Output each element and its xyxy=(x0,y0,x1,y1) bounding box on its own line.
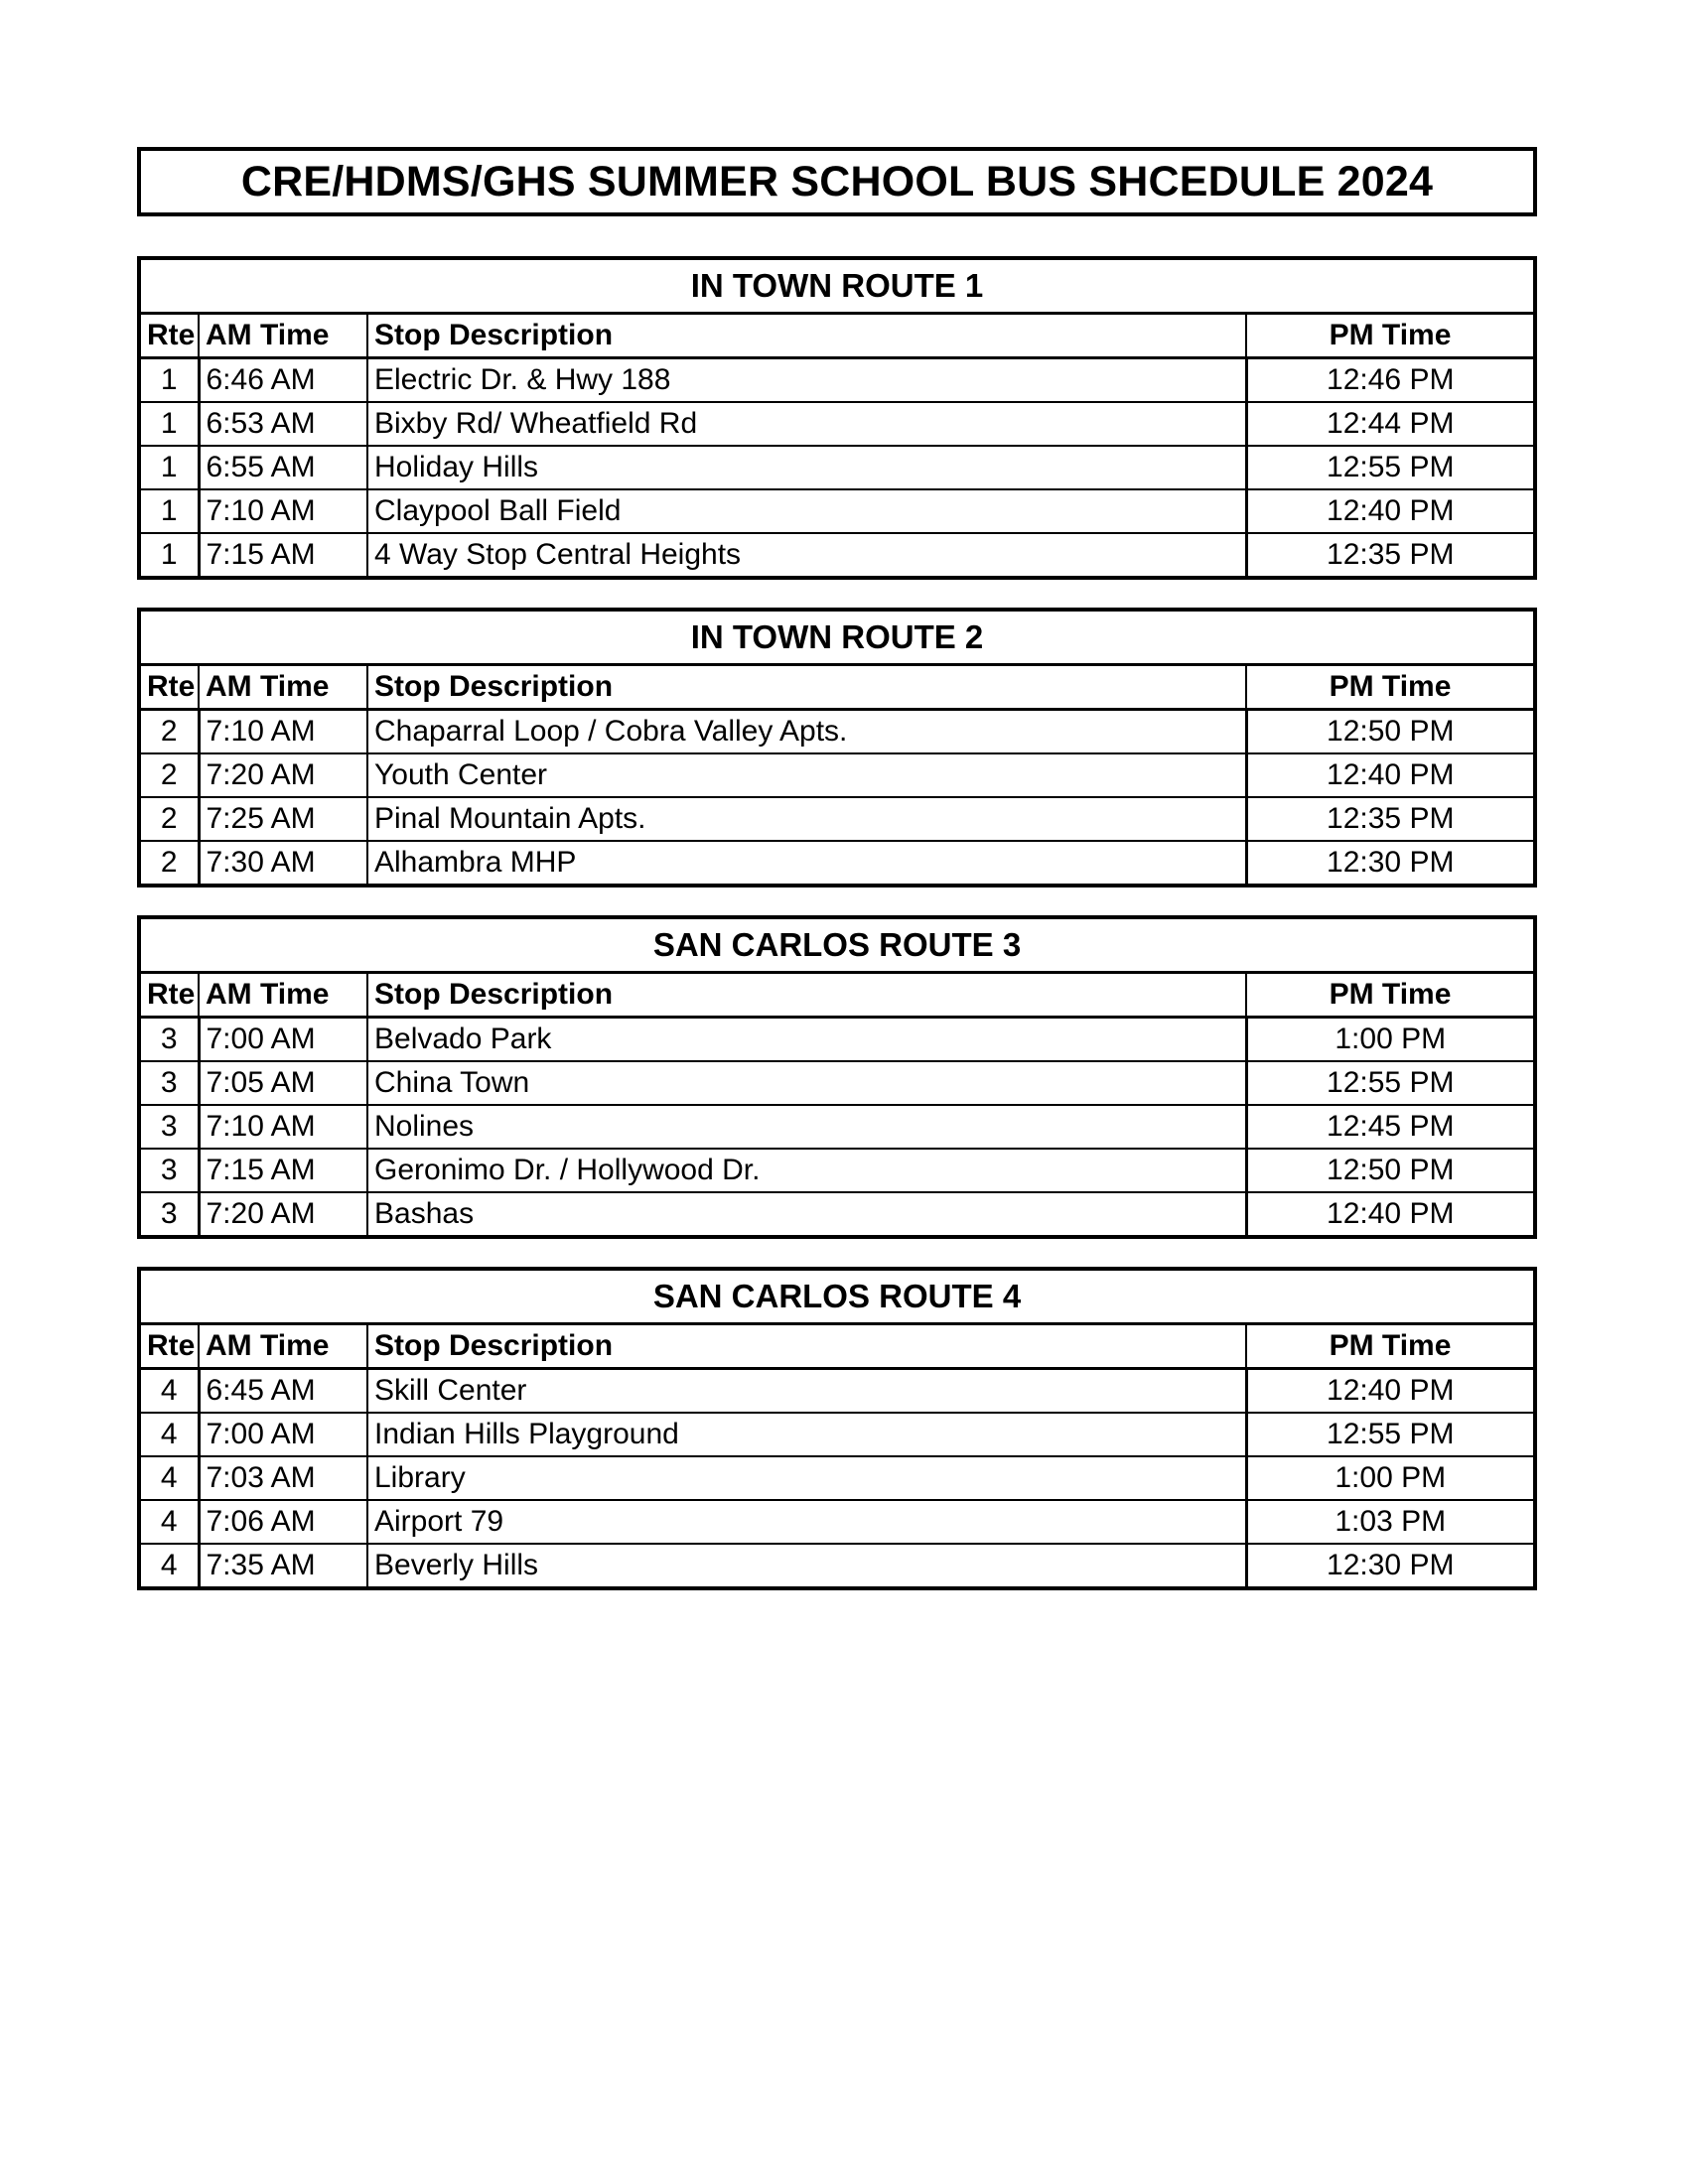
stop-description-cell: Bashas xyxy=(367,1192,1246,1237)
am-time-cell: 7:06 AM xyxy=(199,1500,367,1544)
stop-description-cell: Electric Dr. & Hwy 188 xyxy=(367,358,1246,403)
table-row xyxy=(139,533,1535,578)
pm-time-cell: 12:55 PM xyxy=(1246,1061,1535,1105)
stop-description-cell: Nolines xyxy=(367,1105,1246,1149)
pm-time-cell: 12:50 PM xyxy=(1246,710,1535,754)
column-header-rte: Rte xyxy=(139,665,199,710)
table-row xyxy=(139,489,1535,533)
table-row xyxy=(139,710,1535,754)
table-row xyxy=(139,402,1535,446)
route-number-cell: 2 xyxy=(139,841,199,886)
stop-description-cell: Indian Hills Playground xyxy=(367,1413,1246,1456)
pm-time-cell: 12:40 PM xyxy=(1246,1192,1535,1237)
table-row xyxy=(139,1061,1535,1105)
stop-description-cell: Bixby Rd/ Wheatfield Rd xyxy=(367,402,1246,446)
am-time-cell: 6:53 AM xyxy=(199,402,367,446)
table-row xyxy=(139,1192,1535,1237)
table-row xyxy=(139,1369,1535,1414)
column-header-stop-description: Stop Description xyxy=(367,665,1246,710)
column-header-am-time: AM Time xyxy=(199,973,367,1018)
pm-time-cell: 12:55 PM xyxy=(1246,1413,1535,1456)
stop-description-cell: Airport 79 xyxy=(367,1500,1246,1544)
route-number-cell: 3 xyxy=(139,1018,199,1062)
am-time-cell: 7:10 AM xyxy=(199,489,367,533)
am-time-cell: 6:55 AM xyxy=(199,446,367,489)
table-row xyxy=(139,1149,1535,1192)
table-row xyxy=(139,797,1535,841)
route-table xyxy=(137,915,1537,1239)
pm-time-cell: 1:00 PM xyxy=(1246,1456,1535,1500)
am-time-cell: 7:10 AM xyxy=(199,1105,367,1149)
pm-time-cell: 12:40 PM xyxy=(1246,753,1535,797)
column-header-pm-time: PM Time xyxy=(1246,314,1535,358)
route-table xyxy=(137,608,1537,887)
route-number-cell: 4 xyxy=(139,1544,199,1588)
route-number-cell: 1 xyxy=(139,402,199,446)
stop-description-cell: Claypool Ball Field xyxy=(367,489,1246,533)
am-time-cell: 7:15 AM xyxy=(199,1149,367,1192)
column-header-stop-description: Stop Description xyxy=(367,314,1246,358)
column-header-pm-time: PM Time xyxy=(1246,973,1535,1018)
pm-time-cell: 12:40 PM xyxy=(1246,1369,1535,1414)
stop-description-cell: 4 Way Stop Central Heights xyxy=(367,533,1246,578)
column-header-am-time: AM Time xyxy=(199,314,367,358)
route-number-cell: 2 xyxy=(139,797,199,841)
route-table xyxy=(137,1267,1537,1590)
pm-time-cell: 12:35 PM xyxy=(1246,533,1535,578)
pm-time-cell: 12:50 PM xyxy=(1246,1149,1535,1192)
column-header-rte: Rte xyxy=(139,314,199,358)
stop-description-cell: China Town xyxy=(367,1061,1246,1105)
am-time-cell: 7:15 AM xyxy=(199,533,367,578)
route-number-cell: 4 xyxy=(139,1456,199,1500)
route-number-cell: 4 xyxy=(139,1500,199,1544)
table-header-row xyxy=(139,665,1535,710)
am-time-cell: 7:30 AM xyxy=(199,841,367,886)
table-row xyxy=(139,841,1535,886)
route-title: SAN CARLOS ROUTE 4 xyxy=(139,1269,1535,1324)
stop-description-cell: Geronimo Dr. / Hollywood Dr. xyxy=(367,1149,1246,1192)
route-number-cell: 4 xyxy=(139,1369,199,1414)
pm-time-cell: 1:00 PM xyxy=(1246,1018,1535,1062)
stop-description-cell: Beverly Hills xyxy=(367,1544,1246,1588)
table-row xyxy=(139,358,1535,403)
route-table xyxy=(137,256,1537,580)
column-header-rte: Rte xyxy=(139,1324,199,1369)
stop-description-cell: Skill Center xyxy=(367,1369,1246,1414)
stop-description-cell: Belvado Park xyxy=(367,1018,1246,1062)
table-row xyxy=(139,446,1535,489)
am-time-cell: 7:25 AM xyxy=(199,797,367,841)
am-time-cell: 7:35 AM xyxy=(199,1544,367,1588)
stop-description-cell: Youth Center xyxy=(367,753,1246,797)
column-header-am-time: AM Time xyxy=(199,1324,367,1369)
route-number-cell: 1 xyxy=(139,446,199,489)
pm-time-cell: 12:35 PM xyxy=(1246,797,1535,841)
am-time-cell: 7:00 AM xyxy=(199,1018,367,1062)
table-header-row xyxy=(139,314,1535,358)
pm-time-cell: 1:03 PM xyxy=(1246,1500,1535,1544)
table-header-row xyxy=(139,1324,1535,1369)
am-time-cell: 7:05 AM xyxy=(199,1061,367,1105)
table-row xyxy=(139,1018,1535,1062)
route-title: IN TOWN ROUTE 2 xyxy=(139,610,1535,665)
route-number-cell: 3 xyxy=(139,1105,199,1149)
am-time-cell: 6:46 AM xyxy=(199,358,367,403)
am-time-cell: 7:10 AM xyxy=(199,710,367,754)
pm-time-cell: 12:55 PM xyxy=(1246,446,1535,489)
column-header-pm-time: PM Time xyxy=(1246,1324,1535,1369)
pm-time-cell: 12:30 PM xyxy=(1246,841,1535,886)
stop-description-cell: Library xyxy=(367,1456,1246,1500)
pm-time-cell: 12:46 PM xyxy=(1246,358,1535,403)
pm-time-cell: 12:40 PM xyxy=(1246,489,1535,533)
stop-description-cell: Holiday Hills xyxy=(367,446,1246,489)
table-header-row xyxy=(139,973,1535,1018)
route-number-cell: 2 xyxy=(139,710,199,754)
pm-time-cell: 12:45 PM xyxy=(1246,1105,1535,1149)
am-time-cell: 7:03 AM xyxy=(199,1456,367,1500)
route-number-cell: 1 xyxy=(139,489,199,533)
pm-time-cell: 12:30 PM xyxy=(1246,1544,1535,1588)
table-row xyxy=(139,753,1535,797)
route-number-cell: 2 xyxy=(139,753,199,797)
column-header-rte: Rte xyxy=(139,973,199,1018)
stop-description-cell: Chaparral Loop / Cobra Valley Apts. xyxy=(367,710,1246,754)
route-number-cell: 3 xyxy=(139,1192,199,1237)
route-number-cell: 1 xyxy=(139,358,199,403)
route-title: IN TOWN ROUTE 1 xyxy=(139,258,1535,314)
table-row xyxy=(139,1500,1535,1544)
column-header-stop-description: Stop Description xyxy=(367,973,1246,1018)
column-header-pm-time: PM Time xyxy=(1246,665,1535,710)
am-time-cell: 7:20 AM xyxy=(199,1192,367,1237)
route-number-cell: 1 xyxy=(139,533,199,578)
am-time-cell: 7:00 AM xyxy=(199,1413,367,1456)
route-title: SAN CARLOS ROUTE 3 xyxy=(139,917,1535,973)
table-row xyxy=(139,1544,1535,1588)
page-title: CRE/HDMS/GHS SUMMER SCHOOL BUS SHCEDULE 2024 xyxy=(137,147,1537,216)
route-number-cell: 3 xyxy=(139,1061,199,1105)
route-number-cell: 3 xyxy=(139,1149,199,1192)
table-row xyxy=(139,1456,1535,1500)
route-number-cell: 4 xyxy=(139,1413,199,1456)
table-row xyxy=(139,1413,1535,1456)
pm-time-cell: 12:44 PM xyxy=(1246,402,1535,446)
stop-description-cell: Pinal Mountain Apts. xyxy=(367,797,1246,841)
am-time-cell: 7:20 AM xyxy=(199,753,367,797)
table-row xyxy=(139,1105,1535,1149)
am-time-cell: 6:45 AM xyxy=(199,1369,367,1414)
column-header-stop-description: Stop Description xyxy=(367,1324,1246,1369)
stop-description-cell: Alhambra MHP xyxy=(367,841,1246,886)
column-header-am-time: AM Time xyxy=(199,665,367,710)
